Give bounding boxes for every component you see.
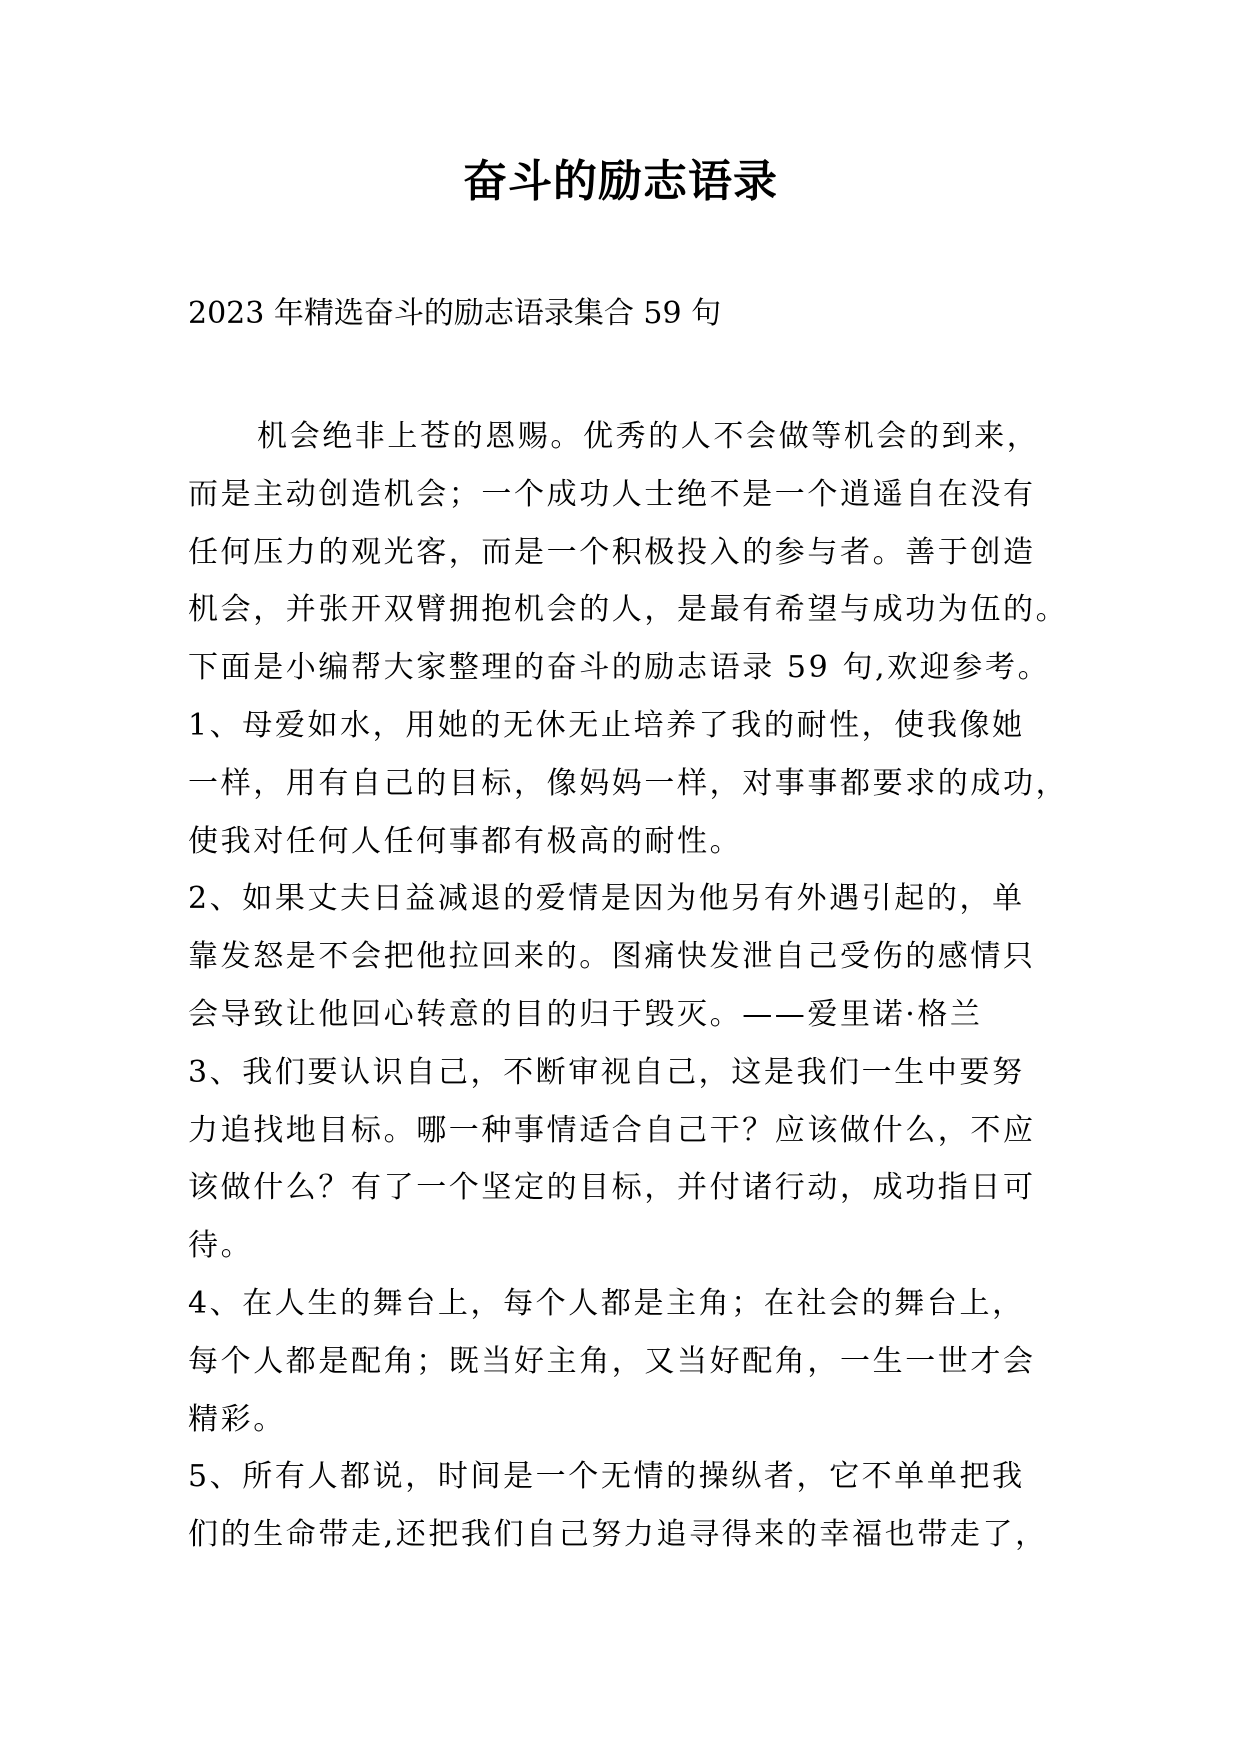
body-line: 靠发怒是不会把他拉回来的。图痛快发泄自己受伤的感情只 — [188, 939, 1036, 975]
body-line: 使我对任何人任何事都有极高的耐性。 — [188, 823, 743, 859]
body-line: 机会绝非上苍的恩赐。优秀的人不会做等机会的到来， — [257, 419, 1040, 454]
document-body — [188, 408, 1088, 1564]
body-line: 任何压力的观光客，而是一个积极投入的参与者。善于创造 — [188, 534, 1036, 570]
body-line: 每个人都是配角；既当好主角，又当好配角，一生一世才会 — [188, 1343, 1036, 1379]
document-subtitle: 2023 年精选奋斗的励志语录集合 59 句 — [188, 296, 722, 331]
body-line: 而是主动创造机会；一个成功人士绝不是一个逍遥自在没有 — [188, 476, 1036, 512]
body-line: 下面是小编帮大家整理的奋斗的励志语录 59 句,欢迎参考。 — [188, 650, 1051, 686]
body-line: 会导致让他回心转意的目的归于毁灭。——爱里诺·格兰 — [188, 996, 983, 1032]
document-title: 奋斗的励志语录 — [463, 156, 778, 207]
body-line: 3、我们要认识自己，不断审视自己，这是我们一生中要努 — [188, 1054, 1025, 1090]
body-line: 5、所有人都说，时间是一个无情的操纵者，它不单单把我 — [188, 1459, 1025, 1495]
body-line: 力追找地目标。哪一种事情适合自己干？应该做什么，不应 — [188, 1112, 1036, 1148]
body-line: 2、如果丈夫日益减退的爱情是因为他另有外遇引起的，单 — [188, 881, 1025, 917]
body-line: 4、在人生的舞台上，每个人都是主角；在社会的舞台上， — [188, 1285, 1025, 1321]
body-line: 一样，用有自己的目标，像妈妈一样，对事事都要求的成功， — [188, 765, 1069, 801]
body-line: 精彩。 — [188, 1401, 286, 1437]
body-line: 该做什么？有了一个坚定的目标，并付诸行动，成功指日可 — [188, 1170, 1036, 1206]
body-line: 待。 — [188, 1228, 254, 1264]
body-line: 们的生命带走,还把我们自己努力追寻得来的幸福也带走了， — [188, 1517, 1048, 1553]
body-line: 1、母爱如水，用她的无休无止培养了我的耐性，使我像她 — [188, 707, 1025, 743]
body-line: 机会，并张开双臂拥抱机会的人，是最有希望与成功为伍的。 — [188, 592, 1069, 628]
